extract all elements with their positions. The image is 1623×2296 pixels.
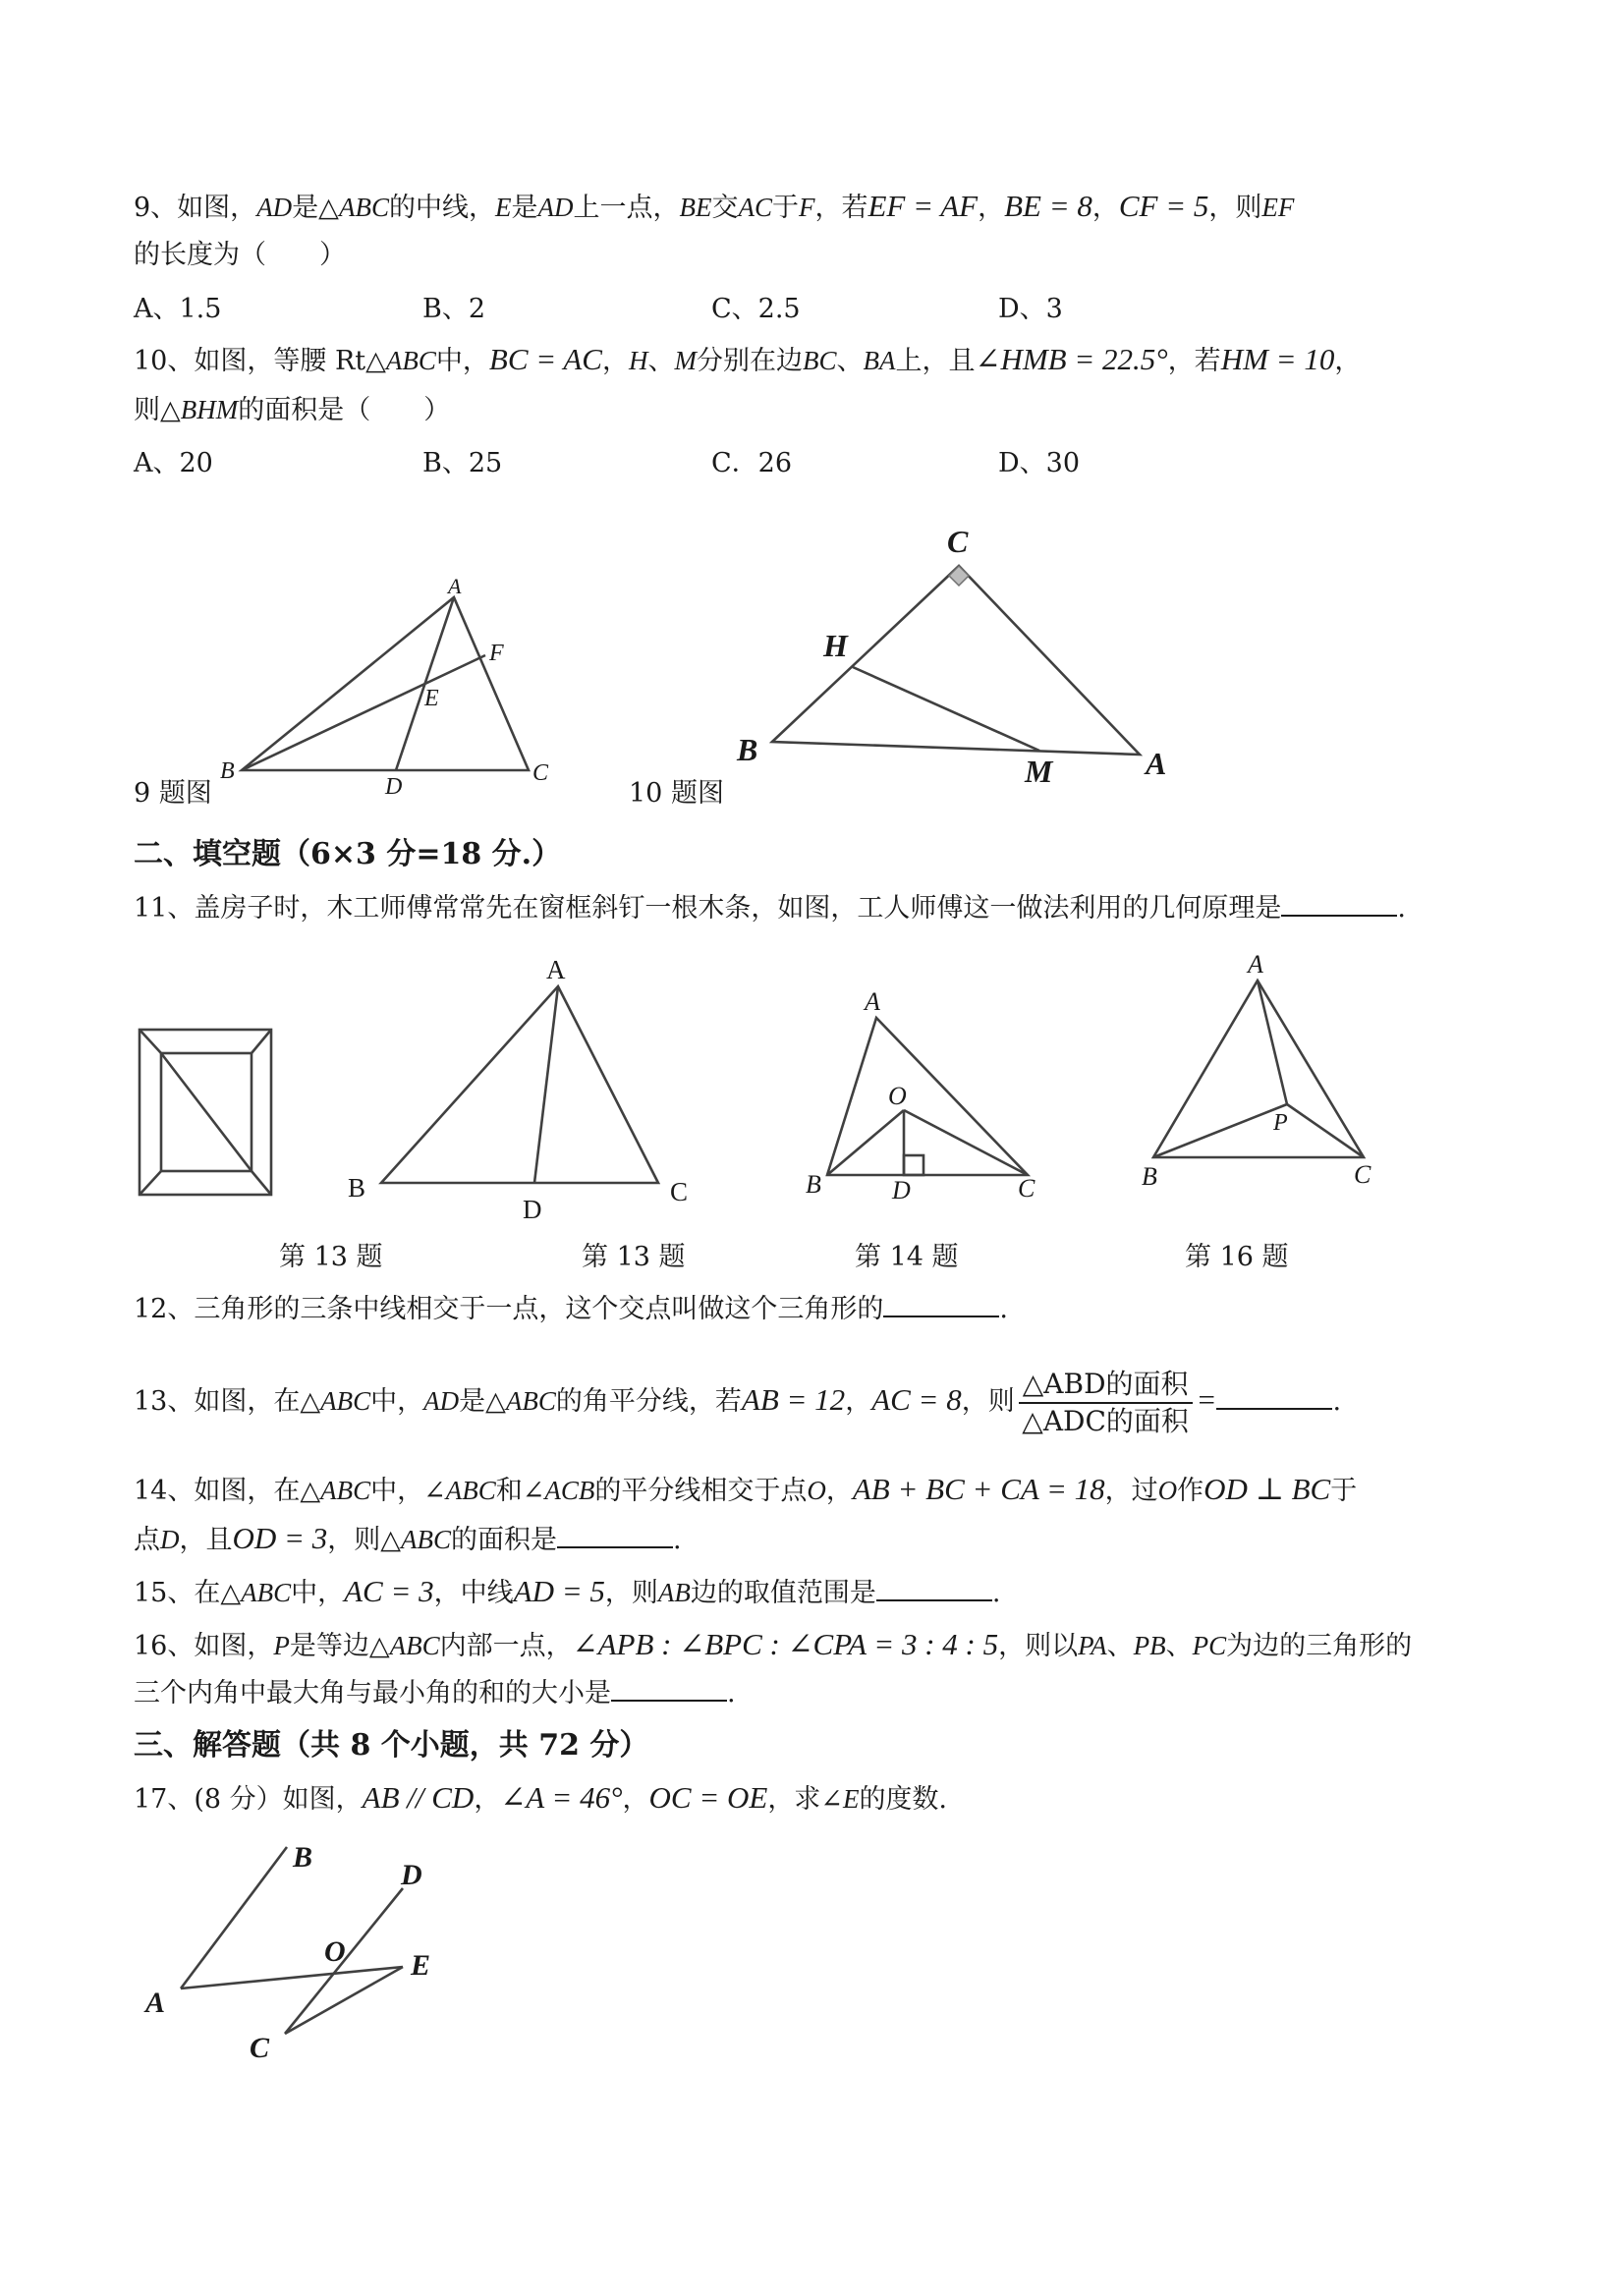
q16-text-part: 内部一点， bbox=[439, 1631, 573, 1661]
q13-answer-blank[interactable] bbox=[1216, 1382, 1332, 1410]
figure-caption-13a: 第 13 题 bbox=[279, 1242, 383, 1272]
q14-text-part: 于 bbox=[1330, 1476, 1358, 1506]
q12-text bbox=[134, 1290, 1008, 1329]
q9-text: 9、如图， bbox=[134, 193, 257, 223]
q9-label-a: A bbox=[448, 574, 462, 598]
q10-condition: BC = AC bbox=[488, 342, 602, 376]
q13-text-part: ，则 bbox=[961, 1386, 1015, 1417]
q9-var: BE bbox=[679, 193, 712, 222]
q16-var: ABC bbox=[389, 1631, 440, 1660]
q15-text-part: ，则 bbox=[604, 1578, 658, 1608]
q13-text bbox=[134, 1361, 1341, 1441]
fig14-label-a: A bbox=[865, 987, 880, 1016]
q14-text-part: 中，∠ bbox=[370, 1476, 446, 1506]
q10-text: ， bbox=[601, 346, 629, 376]
q10-label-m: M bbox=[1025, 754, 1053, 789]
fig13-bisector-ad bbox=[534, 986, 558, 1183]
figure-caption-16: 第 16 题 bbox=[1185, 1242, 1289, 1272]
q14-text-part: 点 bbox=[134, 1525, 160, 1555]
section-3-text: 分） bbox=[579, 1728, 649, 1763]
q13-equals: = bbox=[1196, 1382, 1217, 1417]
q9-var: AC bbox=[738, 193, 772, 222]
q17-text-part: ， bbox=[622, 1784, 649, 1815]
q17-text bbox=[134, 1778, 947, 1820]
q14-text-part: 14、如图，在△ bbox=[134, 1476, 321, 1506]
q13-text-part: 的角平分线，若 bbox=[555, 1386, 742, 1417]
q16-text-part: 为边的三角形的 bbox=[1226, 1631, 1413, 1661]
fig14-label-b: B bbox=[806, 1170, 821, 1199]
section-3-points: 72 bbox=[538, 1728, 580, 1763]
q10-text: 中， bbox=[435, 346, 489, 376]
q16-line2 bbox=[134, 1674, 736, 1713]
q17-condition: ∠A = 46° bbox=[500, 1780, 623, 1815]
fig14-right-angle-mark bbox=[904, 1155, 923, 1175]
q13-text-part: 中， bbox=[370, 1386, 424, 1417]
q14-answer-blank[interactable] bbox=[557, 1521, 673, 1548]
q10-option-c: C．26 bbox=[711, 448, 793, 478]
q13-text-part: 是△ bbox=[459, 1386, 506, 1417]
q10-text: 的面积是（ ） bbox=[238, 395, 451, 425]
q14-line2 bbox=[134, 1519, 682, 1560]
section-3-heading bbox=[134, 1726, 648, 1765]
q16-text-part: 、 bbox=[1165, 1631, 1193, 1661]
q10-option-a: A、20 bbox=[134, 448, 213, 478]
section-3-text: 个小题，共 bbox=[370, 1728, 539, 1763]
q11-text-body: 11、盖房子时，木工师傅常常先在窗框斜钉一根木条，如图，工人师傅这一做法利用的几何原理是 bbox=[134, 893, 1282, 924]
q9-label-f: F bbox=[489, 641, 504, 666]
q13-fraction-numerator: △ABD的面积 bbox=[1019, 1367, 1193, 1404]
q15-text-part: 中， bbox=[291, 1578, 345, 1608]
window-frame-corner bbox=[252, 1030, 271, 1053]
section-3-text: 三、解答题（共 bbox=[134, 1728, 351, 1763]
q16-var: P bbox=[273, 1631, 290, 1660]
q9-text: ，若 bbox=[814, 193, 868, 223]
fig14-label-c: C bbox=[1018, 1174, 1035, 1203]
q15-text-part: 边的取值范围是 bbox=[690, 1578, 876, 1608]
q9-text: 是△ bbox=[292, 193, 339, 223]
fig17-label-c: C bbox=[250, 2032, 270, 2064]
fig13-label-b: B bbox=[348, 1173, 366, 1203]
q13-text-end: . bbox=[1332, 1386, 1342, 1417]
q9-option-c: C、2.5 bbox=[711, 294, 801, 324]
q9-var: EF bbox=[1261, 193, 1295, 222]
q9-var: AD bbox=[256, 193, 293, 222]
q9-label-d: D bbox=[385, 774, 403, 800]
q9-text: ，则 bbox=[1208, 193, 1262, 223]
fig16-segment-pb bbox=[1153, 1104, 1287, 1157]
q14-text-part: ，过 bbox=[1104, 1476, 1158, 1506]
q9-triangle-abc bbox=[242, 597, 529, 770]
q16-var: PA bbox=[1078, 1631, 1107, 1660]
fig13-label-d: D bbox=[523, 1195, 542, 1224]
q14-condition: OD ⊥ BC bbox=[1203, 1472, 1331, 1506]
q12-answer-blank[interactable] bbox=[883, 1290, 999, 1317]
q9-option-a: A、1.5 bbox=[134, 294, 222, 324]
q17-condition: AB // CD bbox=[362, 1780, 475, 1815]
q14-var: ABC bbox=[400, 1525, 451, 1554]
q10-var: BC bbox=[802, 346, 837, 375]
q9-line2: 的长度为（ ） bbox=[134, 240, 346, 270]
q14-text-part: 的面积是 bbox=[450, 1525, 557, 1555]
window-frame-corner bbox=[252, 1171, 271, 1195]
q10-figure-caption: 10 题图 bbox=[629, 778, 724, 809]
window-diagonal-brace bbox=[161, 1053, 252, 1171]
q10-label-h: H bbox=[823, 628, 848, 663]
q10-right-angle-mark bbox=[949, 566, 969, 586]
q13-var: ABC bbox=[320, 1386, 371, 1416]
q14-line1 bbox=[134, 1470, 1357, 1511]
q10-condition: ∠HMB = 22.5° bbox=[975, 342, 1168, 376]
q17-condition: OC = OE bbox=[648, 1780, 768, 1815]
q14-var: O bbox=[807, 1476, 826, 1505]
q10-label-b: B bbox=[737, 732, 758, 767]
fig17-label-o: O bbox=[324, 1935, 346, 1968]
fig16-label-a: A bbox=[1248, 950, 1263, 979]
q10-option-d: D、30 bbox=[998, 448, 1081, 478]
fig14-label-o: O bbox=[888, 1082, 907, 1110]
q10-label-a: A bbox=[1146, 746, 1167, 781]
section-2-heading: 二、填空题（6×3 分=18 分.） bbox=[134, 837, 562, 871]
q14-text-part: ，则△ bbox=[327, 1525, 401, 1555]
q9-var: ABC bbox=[338, 193, 389, 222]
q15-condition: AD = 5 bbox=[513, 1574, 605, 1608]
q13-condition: AB = 12 bbox=[741, 1382, 846, 1417]
q9-option-d: D、3 bbox=[998, 294, 1063, 324]
q16-text-end: . bbox=[727, 1678, 736, 1708]
q14-text-part: ， bbox=[825, 1476, 853, 1506]
q16-var: PC bbox=[1192, 1631, 1227, 1660]
q17-text-part: 17、(8 分）如图， bbox=[134, 1784, 363, 1815]
fig17-label-d: D bbox=[401, 1859, 422, 1891]
q10-var: H bbox=[628, 346, 648, 375]
figure-caption-14: 第 14 题 bbox=[855, 1242, 959, 1272]
fig14-bisector-bo bbox=[827, 1110, 904, 1175]
q10-segment-hm bbox=[853, 667, 1039, 751]
fig16-label-p: P bbox=[1273, 1110, 1288, 1136]
q9-var: AD bbox=[537, 193, 574, 222]
q17-text-part: ，求∠ bbox=[767, 1784, 843, 1815]
q11-text-end: . bbox=[1397, 893, 1406, 924]
q10-text: ， bbox=[1334, 346, 1362, 376]
q13-fraction-denominator: △ADC的面积 bbox=[1022, 1404, 1189, 1437]
fig16-segment-pa bbox=[1258, 980, 1287, 1104]
fig17-label-e: E bbox=[411, 1949, 431, 1982]
q9-label-c: C bbox=[532, 760, 549, 786]
q10-text: 分别在边 bbox=[696, 346, 803, 376]
fig17-segment-ab bbox=[181, 1847, 287, 1988]
q10-var: ABC bbox=[385, 346, 436, 375]
q11-text bbox=[134, 889, 1406, 928]
q9-text: 是 bbox=[511, 193, 538, 223]
fig13-triangle-abc bbox=[381, 986, 658, 1183]
q12-text-end: . bbox=[999, 1294, 1008, 1324]
q13-var: AD bbox=[423, 1386, 460, 1416]
q16-condition: ∠APB : ∠BPC : ∠CPA = 3 : 4 : 5 bbox=[572, 1627, 999, 1661]
q12-text-body: 12、三角形的三条中线相交于一点，这个交点叫做这个三角形的 bbox=[134, 1294, 884, 1324]
q16-text-part: 是等边△ bbox=[289, 1631, 390, 1661]
q14-var: ABC bbox=[445, 1476, 496, 1505]
q10-text: 10、如图，等腰 Rt△ bbox=[134, 346, 386, 376]
q13-text-part: 13、如图，在△ bbox=[134, 1386, 321, 1417]
q11-answer-blank[interactable] bbox=[1281, 889, 1397, 917]
q15-condition: AC = 3 bbox=[344, 1574, 434, 1608]
q9-option-b: B、2 bbox=[422, 294, 486, 324]
q9-text: 于 bbox=[771, 193, 799, 223]
q10-label-c: C bbox=[947, 524, 969, 559]
q9-figure-caption: 9 题图 bbox=[134, 778, 212, 809]
q9-condition: BE = 8 bbox=[1004, 189, 1092, 223]
q15-var: AB bbox=[657, 1578, 691, 1607]
fig17-label-b: B bbox=[293, 1841, 313, 1874]
q14-condition: OD = 3 bbox=[232, 1521, 328, 1555]
q14-var: O bbox=[1157, 1476, 1178, 1505]
q15-answer-blank[interactable] bbox=[876, 1574, 992, 1601]
q9-var: F bbox=[798, 193, 815, 222]
q14-text-part: 作 bbox=[1177, 1476, 1204, 1506]
figure-caption-13b: 第 13 题 bbox=[582, 1242, 686, 1272]
fig13-label-a: A bbox=[546, 955, 566, 984]
q16-text-part: 、 bbox=[1106, 1631, 1134, 1661]
q16-line1 bbox=[134, 1625, 1412, 1666]
q10-var: M bbox=[674, 346, 697, 375]
q16-var: PB bbox=[1133, 1631, 1166, 1660]
q15-text bbox=[134, 1572, 1001, 1613]
q14-text-part: 和∠ bbox=[495, 1476, 545, 1506]
q17-text-part: 的度数. bbox=[859, 1784, 948, 1815]
section-3-count: 8 bbox=[350, 1728, 371, 1763]
q10-text: 则△ bbox=[134, 395, 181, 425]
fig17-label-a: A bbox=[145, 1987, 166, 2019]
q14-var: D bbox=[160, 1525, 180, 1554]
q15-var: ABC bbox=[241, 1578, 292, 1607]
q16-text-part: 三个内角中最大角与最小角的和的大小是 bbox=[134, 1678, 611, 1708]
q10-option-b: B、25 bbox=[422, 448, 503, 478]
q9-condition: EF = AF bbox=[867, 189, 979, 223]
q9-label-b: B bbox=[220, 758, 235, 784]
q13-text-part: ， bbox=[845, 1386, 872, 1417]
q9-label-e: E bbox=[424, 686, 439, 711]
q10-condition: HM = 10 bbox=[1220, 342, 1335, 376]
q14-condition: AB + BC + CA = 18 bbox=[852, 1472, 1105, 1506]
q15-text-part: 15、在△ bbox=[134, 1578, 242, 1608]
q16-text-part: ，则以 bbox=[998, 1631, 1079, 1661]
fig16-label-c: C bbox=[1354, 1160, 1371, 1189]
q13-area-ratio-fraction bbox=[1019, 1367, 1193, 1439]
q13-condition: AC = 8 bbox=[871, 1382, 962, 1417]
q15-text-part: ，中线 bbox=[433, 1578, 514, 1608]
fig16-triangle-abc bbox=[1153, 980, 1364, 1157]
q10-text: 、 bbox=[647, 346, 675, 376]
q14-text-end: . bbox=[672, 1525, 682, 1555]
fig16-label-b: B bbox=[1142, 1162, 1157, 1191]
q16-text-part: 16、如图， bbox=[134, 1631, 274, 1661]
window-frame-corner bbox=[140, 1171, 161, 1195]
q9-text: 交 bbox=[711, 193, 739, 223]
fig13-label-c: C bbox=[670, 1177, 689, 1206]
q17-var: E bbox=[842, 1784, 860, 1814]
q9-condition: CF = 5 bbox=[1118, 189, 1209, 223]
q15-text-end: . bbox=[991, 1578, 1001, 1608]
q9-text: ， bbox=[1091, 193, 1119, 223]
q9-var: E bbox=[494, 193, 512, 222]
q17-text-part: ， bbox=[474, 1784, 501, 1815]
q14-var: ABC bbox=[320, 1476, 371, 1505]
fig14-label-d: D bbox=[892, 1176, 911, 1204]
q10-text: 、 bbox=[836, 346, 864, 376]
q10-text: ，若 bbox=[1167, 346, 1221, 376]
q10-var: BA bbox=[863, 346, 896, 375]
fig14-triangle-abc bbox=[827, 1018, 1028, 1175]
q9-text: 的中线， bbox=[388, 193, 495, 223]
q14-text-part: ，且 bbox=[179, 1525, 233, 1555]
q13-var: ABC bbox=[505, 1386, 556, 1416]
window-frame-corner bbox=[140, 1030, 161, 1053]
q9-text: ， bbox=[978, 193, 1005, 223]
q10-text: 上，且 bbox=[895, 346, 976, 376]
q16-answer-blank[interactable] bbox=[611, 1674, 727, 1702]
q10-var: BHM bbox=[180, 395, 239, 424]
q14-text-part: 的平分线相交于点 bbox=[594, 1476, 808, 1506]
q9-text: 上一点， bbox=[573, 193, 680, 223]
fig16-segment-pc bbox=[1287, 1104, 1364, 1157]
q14-var: ACB bbox=[544, 1476, 595, 1505]
